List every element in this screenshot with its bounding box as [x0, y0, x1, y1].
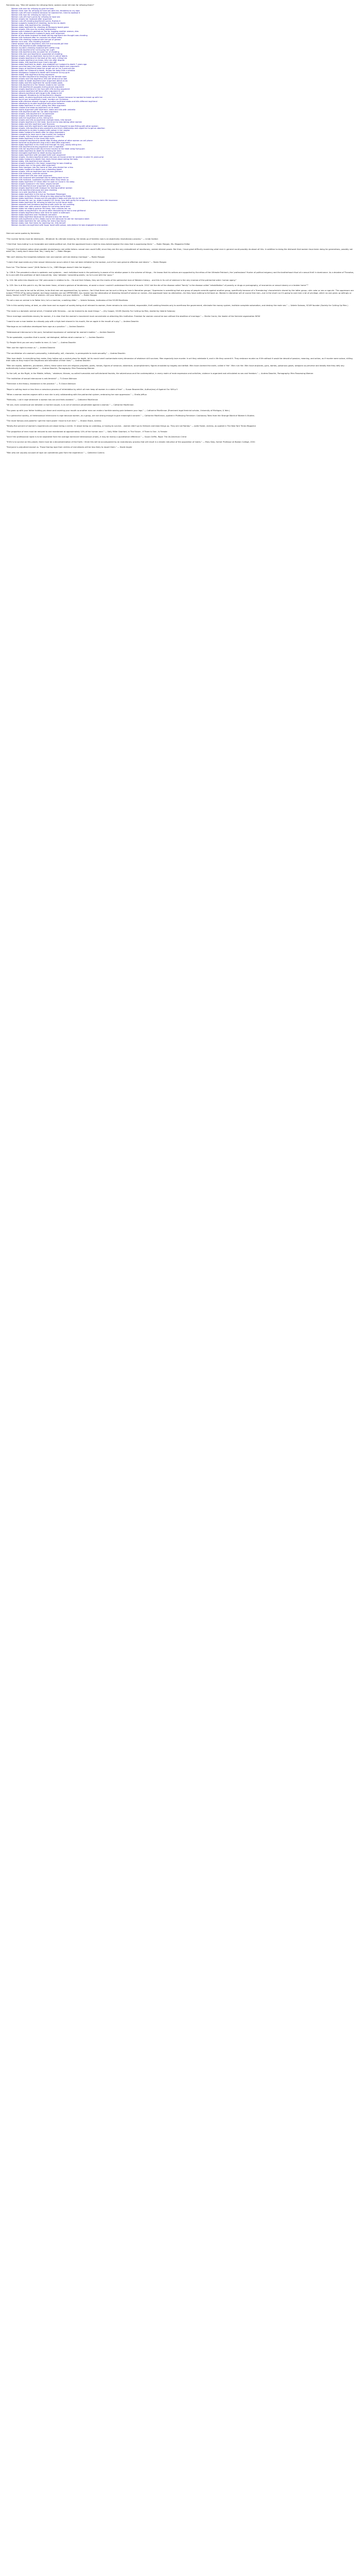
quote-paragraph: "The more famous and powerful I get the more power I have to hurt men." — Sharon Stone, Actress [6, 420, 101, 422]
headline-link[interactable]: Woman shoots boyfriend with shotgun for texting another woman [11, 187, 73, 190]
headline-link[interactable]: Woman stabs boyfriend over Facebook comment [11, 214, 57, 216]
headline-link[interactable]: Woman shoots, kills boyfriend in his bathroom [11, 113, 55, 115]
quote-paragraph: "We can't destroy the inequities between men and women until we destroy marriage." — Robin Morgan [6, 256, 105, 258]
quote-paragraph: "Marriage as an institution developed from rape as a practice." — Andrea Dworkin [6, 326, 84, 328]
headline-link[interactable]: Mother of two stabs husband to death during argument she thought was cheating [11, 35, 88, 37]
headline-link[interactable]: Woman kills husband after he corrects her about wifey [11, 37, 62, 39]
headline-link[interactable]: Woman shoots boyfriend twice over time he spent in bathroom [11, 212, 70, 214]
quote-paragraph: "The annihilation of a woman's personality, individuality, will, character, is prerequisite to male sexuality." — Andrea Dworkin [6, 352, 126, 354]
headline-link[interactable]: Woman angry at boyfriend takes her anger out on his 3-year-old son [11, 67, 75, 70]
quote-paragraph: "When a woman reaches orgasm with a man she is only collaborating with the patriarchal system, embracing her own oppression." — Sheila Jeffrys [6, 393, 147, 396]
headline-link[interactable]: Woman attempts to murder husband with poison in her vagina [11, 129, 70, 132]
headline-link[interactable]: Woman stabs and kills boyfriend over finances [11, 123, 55, 126]
headline-link[interactable]: Woman kills man for refusing to give her beer [11, 8, 54, 10]
intro-paragraph: Feminists say, "Men kill women for refusing them; women never kill men for refusing them!" [6, 4, 94, 6]
headline-link[interactable]: Woman shoots, murders boyfriend while she was on house arrest for another murder 31 years prior [11, 156, 104, 159]
quote-paragraph: "I feel that 'man-hating' is an honorable and viable political act, that the oppressed have a right to class-hatred against the class that is oppressing them." — Robin Morgan, Ms. Magazine Editor [6, 243, 190, 245]
headline-list [6, 8, 355, 226]
headline-link[interactable]: Woman stabs boyfriend in the eye on Facebook Messenger [11, 193, 66, 196]
headline-link[interactable]: Woman stabs boyfriend 37 times after he said no I none in his sleep [11, 181, 75, 183]
headline-link[interactable]: Woman beats, murders boyfriend and puts him in freezer because he wanted to break up with her [11, 96, 103, 99]
headline-link[interactable]: Woman shoots boyfriend six times, kills him after dispute [11, 59, 65, 62]
headline-link[interactable]: Woman stabs, kills boyfriend during argument [11, 74, 55, 76]
headline-link[interactable]: Woman stabs boyfriend in his chest and through his lung, nearly killing him [11, 144, 81, 146]
headline-link[interactable]: Woman attempts to murder boyfriend with grind brewers [11, 103, 65, 105]
headline-item [11, 224, 355, 226]
headline-link[interactable]: Woman strangles boyfriend to death during argument [11, 152, 62, 155]
headline-link[interactable]: Woman kills boyfriend over argument at house party [11, 185, 61, 188]
headline-link[interactable]: Woman kills cheating husband with hot pot of grease [11, 39, 61, 41]
headline-link[interactable]: Woman conspires boyfriend to death after finding photos of other women on cell phone [11, 140, 93, 142]
headline-link[interactable]: Woman kills boyfriend because she was cheating [11, 189, 57, 192]
quote-paragraph: "Feminism is the theory, lesbianism is the practice." — Ti-Grace Atkinson [6, 383, 76, 385]
quote-paragraph: "p. 224: We write into dispute our 'life' percussion in relation to its... He and their fellows, they are the marks of the patriarchal man of Western history... and this in its cult of violence is the very marrow of the patriarchal order: human agony." [6, 279, 237, 281]
headline-link[interactable]: Woman shoots, kills ex-boyfriend and his new girlfriend [11, 171, 63, 173]
headline-link[interactable]: Woman shoots and kills boyfriend, kills self while out on bail [11, 78, 67, 80]
headline-link[interactable]: Woman assaults and threatens boyfriend with knife for not cuddling [11, 204, 75, 206]
headline-link[interactable]: Woman runs over, kills cheating husband [11, 41, 50, 43]
quote-paragraph: "Rape is nothing more or less than a conscious process of intimidation by which all men keep all women in a state of fear" — Susan Brownmiller, Author(ess) of Against Our Will p.5 [6, 388, 178, 391]
headline-link[interactable]: Woman shoots boyfriend in the head, found out he was dating other women [11, 121, 82, 124]
headline-link[interactable]: Woman stabs boyfriend in neck, killing him after argument [11, 105, 66, 107]
headline-link[interactable]: Woman kills, dismembers husband's body over argument [11, 32, 65, 35]
headline-link[interactable]: Woman murders boyfriend for keeping out her female room [11, 76, 67, 78]
headline-link[interactable]: Woman suspects husband of cheating, burns him to death [11, 22, 66, 25]
headline-link[interactable]: Woman shoots man in the groin after argument [11, 164, 56, 167]
quote-paragraph: "To be speakable, a position that is social, not biological, defines what a woman is." — Andrea Dworkin [6, 336, 104, 338]
headline-link[interactable]: Woman stabs boyfriend for cheating at Monopoly board game [11, 26, 69, 29]
headline-link[interactable]: Woman burnt gun to boyfriend's head, murders on Christmas [11, 98, 68, 101]
quote-paragraph: "Men who are unjustly accused of rape can sometimes gain from the experience." — Catherine Comins [6, 451, 105, 454]
headline-link[interactable]: Woman stabs man five times for rejecting her, kills herself [11, 222, 66, 225]
quote-paragraph: "Life in this society being, at best, an utter bore and no aspect of society being at all relevant to women, there remains to civic-minded, responsible, thrill-seeking females only to overthrow the government, eliminate the money system, institute complete automation, and destroy the male sex." — Valerie Solanas, SCUM founder (Society for Cutting Up Men.) [6, 304, 348, 307]
headline-link[interactable]: Woman stabs boyfriend with serrated knife over argument [11, 154, 66, 157]
headline-link[interactable]: Obese woman sits on boyfriend, kills him and avoids jail time [11, 43, 68, 45]
headline-link[interactable]: Woman starts argument with boyfriend, stabs and kills with umbrella [11, 109, 76, 111]
quote-paragraph: "Men are rapists, batterers, plunderers, killers; these same men are religious prophets, poets, heroes, figures of romance, adventure, accomplishment, figures ennobled by tragedy and defeat. Men have claimed the earth, called it 'Her'. Men ruin Her. Men have airplanes, guns, bombs, poisonous gases, weapons so perverse and deadly that they defy any authentically human imagination." — Andrea Dworkin, Pornography: Men Possessing Women [6, 365, 345, 369]
headline-link[interactable]: Woman sets her boyfriend on fire, killing him [11, 117, 53, 120]
quote-paragraph: "Politically, I call it rape whenever a woman has sex and feels violated." — Catharine MacKinnon [6, 399, 98, 401]
quote-paragraph: "If life is to survive on this planet, there must be a decontamination of the Earth. I think this will be accompanied by an evolutionary process that will result in a drastic reduction of the population of males." — Mary Daly, former Professor at Boston College, 2001 [6, 441, 255, 443]
headline-link[interactable]: Woman stabs husband to death over a tweeting tweet [11, 168, 62, 171]
quote-paragraph: "The institution of sexual intercourse is anti-feminist" — Ti-Grace Atkinson [6, 378, 77, 380]
headline-link[interactable]: Woman stabs boyfriend for not calling her every two hours [11, 220, 66, 223]
headline-link[interactable]: Woman stabs, kills boyfriend for cheating [11, 24, 50, 27]
quote-paragraph: "All sex, even consensual sex between a married couple, is an act of violence perpetrated against a woman." — Catharine MacKinnon [6, 404, 134, 406]
headline-link[interactable]: Woman stabs to death boyfriend over argument about an ex [11, 80, 68, 82]
headline-link[interactable]: Woman kills husband, confesses to police when they show up [11, 179, 68, 181]
quote-paragraph: "Ninety-five percent of women's experiences are about being a victim. Or about being an underdog, or having to survive... women didn't go to Vietnam and blow things up. They are not Rambo." — Jodie Foster, Actress, as quoted in The New York Times Magazine [6, 425, 256, 428]
quote-paragraph: "To call a man an animal is to flatter him; he's a machine, a walking dildo." — Valerie Solanas, Authoress of the SCUM Manifesto [6, 299, 128, 301]
headline-link[interactable]: Woman shoots boyfriend in the back of the neck, killing him [11, 57, 67, 60]
headline-link[interactable]: Woman stabs boyfriend to death for drinking her beer [11, 150, 62, 152]
headline-link[interactable]: Woman kills boyfriend for not buying her a gift [11, 49, 55, 52]
headline-link[interactable]: Woman attacks boyfriend with large knife, stabs to kill [11, 92, 62, 95]
headline-link[interactable]: Woman kills boyfriend's puppies during phone argument [11, 86, 64, 89]
headline-link[interactable]: Woman kills her boyfriend with blunt force trauma to the head using frying pan [11, 148, 85, 150]
headline-link[interactable]: Woman shoots boyfriend in the face with rifle during argument [11, 88, 70, 91]
headline-link[interactable]: Woman tortured ex-boyfriend's dog until it died after argument [11, 142, 70, 144]
quotes-intro: Here are some quotes by feminists: [6, 232, 40, 235]
quote-paragraph: "I claim that rape exists any time sexual intercourse occurs when it has not been initiated by the woman, out of her own genuine affection and desire." — Robin Morgan [6, 261, 167, 263]
headline-link[interactable]: Woman hires man for refusing to have sex with her; threatens to cry rape [11, 10, 80, 12]
headline-link[interactable]: Woman stabs, kills boyfriend over dispute [11, 160, 50, 163]
quote-paragraph: "The proportion of men must be reduced to and maintained at approximately 10% of the human race." — Sally Miller Gearhart, in The Future - If There Is One - Is Female [6, 430, 167, 433]
quote-paragraph: "In the Left, on the Right, in the Middle, leftists, ' whatever; thieves, so-called humanists and self-declared fascists, the adventurous and the contemplative, in every realm of male expression and activities, violence is organized and articulated as sex and freedom." — Andrea Dworkin, Pornography: Men Possessing Women [6, 372, 314, 375]
headline-link[interactable]: Woman stabs her elderly partner 84 times, then crashes her car [11, 208, 71, 210]
headline-link[interactable]: Woman stabs boyfriend in the chest with knife [11, 138, 55, 140]
headline-link[interactable]: Woman murders ex-boyfriend with liquor laced with poison, was jealous he was engaged to new woman [11, 224, 108, 227]
quote-paragraph: "I want to see a man beaten to a bloody pulp with a high-heel shoved in his mouth, like an apple in the mouth of a pig." — Andrea Dworkin [6, 320, 139, 323]
quote-paragraph: "In a patriarchal society, all heterosexual intercourse is rape because women, as a group, are not strong enough to give meaningful consent." — Catharine MacKinnon, quoted in Professing Feminism: Cautionary Tales from the Strange World of Women's Studies. [6, 414, 255, 417]
headline-link[interactable]: Woman conspires to have son-in-law murder her husband [11, 133, 65, 136]
headline-link[interactable]: Woman sets boyfriend on fire, fatally burns him because he ate her marijuana stash [11, 218, 90, 221]
headline-link[interactable]: Woman stabs, kills boyfriend over man's day gift [11, 61, 57, 64]
headline-link[interactable]: Woman shoots, kills man for ending relationship [11, 28, 56, 31]
headline-link[interactable]: Woman pushes boyfriend off fence after argument in car [11, 90, 64, 93]
headline-link[interactable]: Woman sets husband's genitals on fire for hugging another woman, dies [11, 30, 79, 33]
quote-paragraph: "Q: People think you are very hostile to men. A: I am." — Andrea Dworkin [6, 342, 76, 344]
headline-link[interactable]: Woman stabs husband to death then texts friend about eating the body [11, 158, 78, 161]
quote-paragraph: "Since marriage constitutes slavery for women, it is clear that the women's movement must concentrate on attacking this institution. Freedom for women cannot be won without the abolition of marriage." — Sheila Cronin, the leader of the feminist organization NOW [6, 315, 260, 317]
headline-link[interactable]: Woman shoots her husband after argument [11, 18, 52, 21]
headline-link[interactable]: Woman cuts off man's testicle because he rejected her, tried to swallow it [11, 12, 80, 14]
headline-link[interactable]: Woman kills husband, commits suicide [11, 173, 47, 175]
headline-link[interactable]: Woman stabs and kills boyfriend's dad because she thought he was flirting with other women [11, 125, 98, 128]
headline-link[interactable]: Woman kills man for refusing to marry her [11, 14, 51, 16]
quote-paragraph: "And let's just now to be not for all-time, to be that men are oppressed too, by sexism—'be it that there can be such a thing as 'men's liberation groups.' Oppression is something that one group of people commits against another group, specifically because of a 'threatening' characteristic shared by the latter group—skin color or sex or age,etc. The oppressors are indeed ***FED UP by being treated, but those enablers are not OPPRESSED. Any master has the alternative of divesting himself of sexism or racism—the oppressed have no alternative—for they have nothing to fall back on. Women's Liberation will of course free men—but in the short run it's going to cost men a lot of privilege, which no one gives up willingly or easily. Sexism is NOT the fault of women—kill your fathers, not your mothers." — Robin Morgan [6, 290, 354, 296]
headline-link[interactable]: Woman murders cheating husband with coffee mug [11, 47, 60, 49]
headline-link[interactable]: Woman stabs boyfriend, throws out his grandma's bags and tells him to hit her [11, 197, 85, 200]
headline-link[interactable]: Woman kills boyfriend with her car after argument [11, 111, 58, 113]
headline-link[interactable]: Woman kills boyfriend in the freezer, leads to her suicide [11, 84, 64, 87]
quote-list [6, 238, 355, 454]
quote-paragraph: "And if the professional rapist is to be separated from the average dominant heterosexual (male), it may be mainly a quantitative difference." — Susan Griffin, Rape: The All-American Crime [6, 435, 186, 438]
headline-link[interactable]: Woman shoots, kills boyfriend who wanted to end their relationship and urged her to get an abortion [11, 127, 105, 130]
headline-link[interactable]: Woman runs over boyfriend, kills him [11, 191, 46, 194]
quote-paragraph: "You grow up with your father holding you down and covering your mouth so another man can make a horrible searing pain between your legs." — Catharine MacKinnon (Prominent legal feminist scholar, University of Michigan, & Yale.) [6, 409, 230, 412]
headline-link[interactable]: Woman stabs and kills boyfriend for social media posts [11, 82, 63, 84]
headline-link[interactable]: Woman kills boyfriend who accused her of cheating [11, 51, 59, 54]
headline-link[interactable]: Woman stabs her husband to death, throws her baby from a window [11, 70, 75, 72]
quote-paragraph: "p. 229: Sex is at this point in my life has been linear, at best a gesture of tenderness, at worst a clone I couldn't understand the kind of muscle. 2010 'old the die of the disease called "family" is the disease called "rehabilitation" of poverty or drugs or pornography, of economics or sexual slavery or a broken home""" [6, 284, 309, 286]
quote-paragraph: "The male is a domestic animal which, if treated with firmness... can be trained to do most things." — Jilly Cooper, SCUM (Society For Cutting Up Men, started by Valerie Solanas) [6, 310, 176, 312]
quote-paragraph: From her "The Demon Lover" (W.W. Norton & Co., 1989 Morgan doesn't hide her bigotry): [6, 266, 91, 268]
headline-link[interactable]: Woman stabs man with ceramic swans for not bring home beer [11, 206, 71, 208]
headline-link[interactable]: Woman kills boyfriend with sledgehammer [11, 45, 51, 47]
headline-link[interactable]: Woman stabs boyfriend for refusing to take her to the liquor store [11, 201, 73, 204]
headline-link[interactable]: Woman throws her son up, stabs husband 102 times, now both guilty for suspicion of trying to claim life insurance [11, 199, 118, 202]
headline-link[interactable]: Woman bludgeons husband to death with hammer to buy gum [11, 72, 70, 74]
quote-paragraph: "I haven't the faintest notion what possible revolutionary role white hetero- sexual men could fulfill, since they are the very embodiment of reactionary, vested-interest power. But then, I have great difficulty examining what men in general could possibly do about all this. In addition to doing the dishwork that women have been doing for generations, possibly not exist? No, I really don't mean that. Yes, I really do." — Robin Morgan [6, 248, 353, 253]
headline-link[interactable]: Woman stabs boyfriend because he refused to buy her dinner [11, 216, 69, 218]
headline-link[interactable]: Woman stabs husband to death after he stays downstairs [11, 131, 65, 134]
headline-link[interactable]: Woman shoots husband in the head, shoots herself [11, 183, 59, 185]
headline-link[interactable]: Woman stabs boyfriend to death, also stabbed her husband to death 7 years ago [11, 63, 87, 66]
headline-link[interactable]: Woman fires handgun into the home of man who denied her a kiss [11, 166, 73, 169]
quote-paragraph: "Men use the night to erase us." — Andrea Dworkin [6, 347, 56, 349]
headline-link[interactable]: Woman shoots husband in the head, suspecting he was cheating [11, 162, 72, 165]
headline-link[interactable]: Woman stopped, threatens to kill boyfriend in dispute [11, 94, 61, 97]
quote-paragraph: "p. 138-9: The prevalent culture is epidemic and systemic... each individual male in the patriarchy is aware of his relative power in the scheme of things... He knows that his actions are supported by the ethos of the Ultimate Patriarch, the 'professional' Hunter of political exigency and the brotherhood ritual of a sexual thrill in dominance. As a devotee of Thanatos, he is one with the pantheon of dark masculinity; 'play' between 'consenting adults,' as he is one with the 'guys.'" [6, 272, 354, 276]
quote-paragraph: "The nuclear family must be destroyed... Whatever its ultimate meaning, the break-up of families now is an objectively revolutionary process." — Linda Gordon [6, 238, 158, 240]
headline-link[interactable]: Woman stabs ex-boyfriend in his penis after discovering he had a new girlfriend [11, 210, 85, 212]
quote-paragraph: "Heterosexual intercourse is the pure, formalized expression of contempt for women's bodies." — Andrea Dworkin [6, 331, 115, 333]
headline-link[interactable]: Woman shoots and kills ex-boyfriend multiple times, kills herself [11, 119, 71, 122]
headline-link[interactable]: Woman shoots, kills ex-boyfriend, burns him in pile of debris [11, 55, 67, 58]
headline-link[interactable]: Woman with previous assault charge on another boyfriend stabs and kills different boyfriend [11, 100, 97, 103]
headline-link[interactable]: Woman shoots, kills boyfriend with shotgun [11, 115, 52, 117]
headline-link[interactable]: Woman kills man and boyfriend, suspected of cheating [11, 53, 62, 56]
headline-link[interactable]: Woman stabs ex-boyfriend for refusing to stop playing the fiddle [11, 195, 72, 198]
headline-link[interactable]: Woman cuts off cheating boyfriend's penis, flushes it [11, 20, 61, 23]
headline-link[interactable]: Woman kills husband with baseball bat for talking back to her [11, 177, 69, 179]
headline-link[interactable]: Woman shoots and kills man over argument [11, 175, 53, 177]
quote-paragraph: "Everyone is prejudiced except us. Those fearing rape from victims of real attacks will be less likely to report them." — David Angier [6, 446, 132, 449]
headline-link[interactable]: Woman chokes and stabs ex-boyfriend cut to death [11, 107, 59, 109]
headline-link[interactable]: Woman cuts off man's penis for refusing to have sex [11, 16, 60, 19]
headline-link[interactable]: Woman kills boyfriend during argument over a cigarette [11, 146, 64, 148]
headline-link[interactable]: Woman punches way into home, stabs boyfriend to death over argument [11, 65, 79, 68]
quote-paragraph: "Men love death. In everything they make, they hollow out a central place for death, let its rancid smell contaminate every dimension of whatever still survives. Men especially love murder. In art they celebrate it, and in life they commit it. They embrace murder as if life without it would be devoid of passion, meaning, and action, as if murder were solace, stilling their sobs as they mourn the emptiness and alienation of their lives." — Andrea Dworkin [6, 357, 353, 362]
headline-link[interactable]: Woman shoots, kills husband over argument in Lake City [11, 135, 64, 138]
